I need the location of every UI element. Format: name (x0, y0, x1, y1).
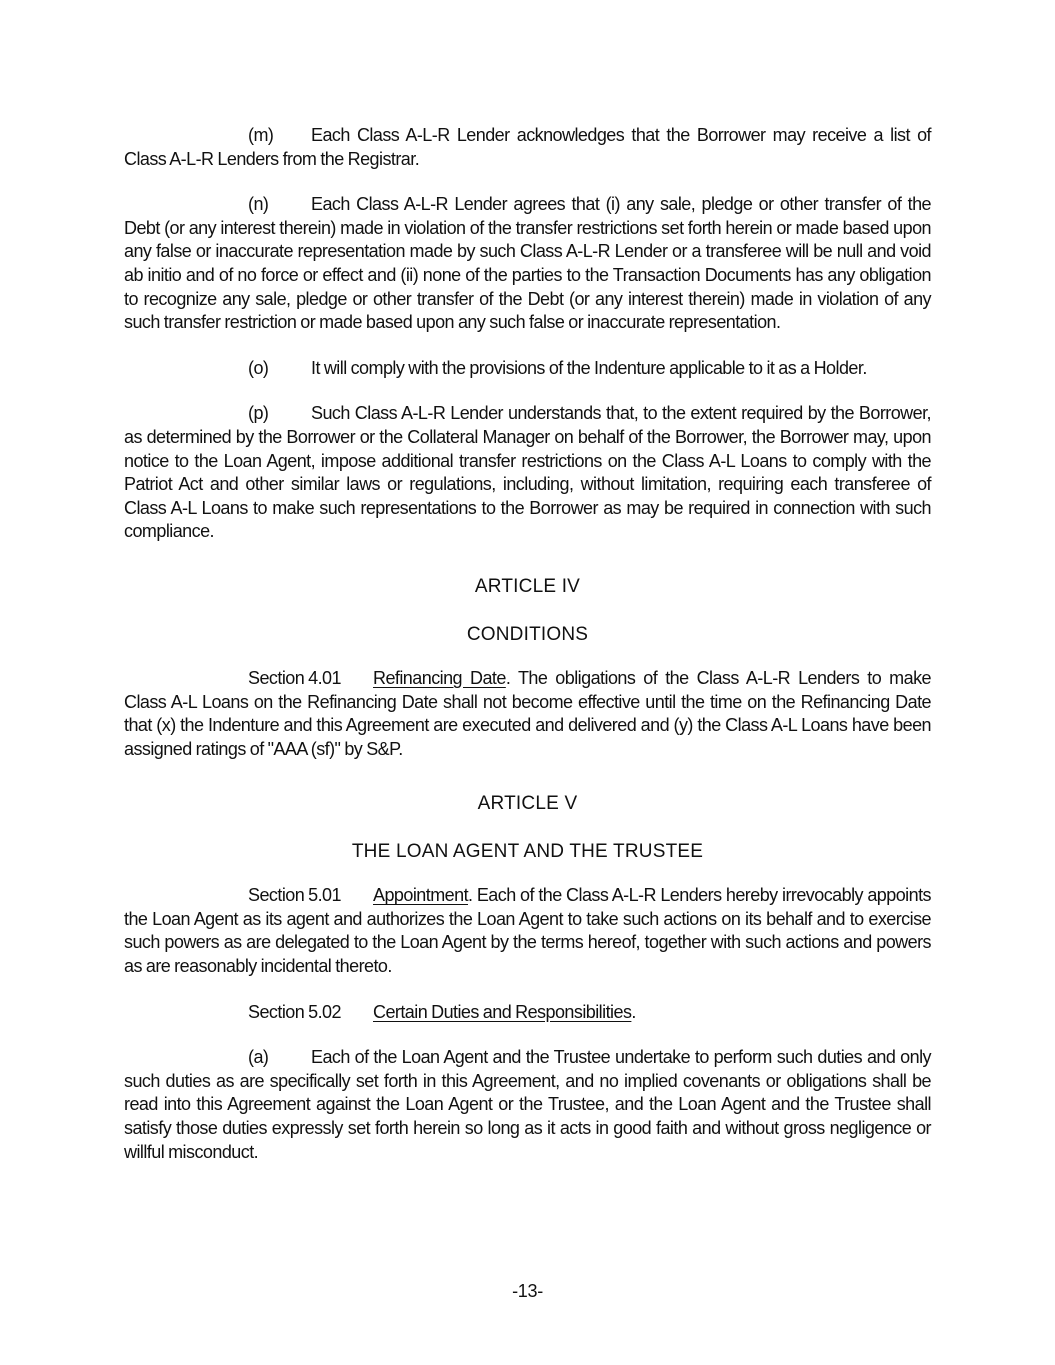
section-5-01 (124, 884, 931, 978)
article-iv-title: CONDITIONS (466, 623, 589, 645)
paragraph-p (124, 402, 931, 544)
section-heading-punct: . (505, 667, 511, 688)
paragraph-text: Such Class A-L-R Lender understands that, to the extent required by the Borrower, as determined by the Borrower or the Collateral Manager on behalf of the Borrower, the Borrower may, upon notice to the Loan Agent, impose additional transfer restrictions on the Class A-L Loans to comply with the Patriot Act and other similar laws or regulations, including, without limitation, requiring each transferee of Class A-L Loans to make such representations to the Borrower as may be required in connection with such compliance. (124, 403, 931, 542)
article-v-title: THE LOAN AGENT AND THE TRUSTEE (351, 841, 704, 863)
paragraph-text: Each Class A-L-R Lender agrees that (i) any sale, pledge or other transfer of the Debt (or any interest therein) made in violation of the transfer restrictions set forth herein or made based upon any false or inaccurate representation made by such Class A-L-R Lender or a transferee will be null and void ab initio and of no force or effect and (ii) none of the parties to the Transaction Documents has any obligation to recognize any sale, pledge or other transfer of the Debt (or any interest therein) made in violation of any such transfer restriction or made based upon any such false or inaccurate representation. (124, 194, 931, 333)
section-heading-punct: . (468, 885, 473, 906)
section-text: The obligations of the Class A-L-R Lenders to make Class A-L Loans on the Refinancing Date shall not become effective until the time on the Refinancing Date that (x) the Indenture and this Agreement are executed and delivered and (y) the Class A-L Loans have been assigned ratings of "AAA (sf)" by S&P. (124, 667, 931, 759)
paragraph-text: Each Class A-L-R Lender acknowledges that the Borrower may receive a list of Class A-L-R Lenders from the Registrar. (124, 125, 931, 169)
paragraph-label: (p) (248, 403, 269, 424)
section-heading: Appointment (373, 885, 469, 906)
section-text: Each of the Class A-L-R Lenders hereby irrevocably appoints the Loan Agent as its agent and authorizes the Loan Agent to take such actions on its behalf and to exercise such powers as are delegated to the Loan Agent by the terms hereof, together with such actions and powers as are reasonably incidental thereto. (124, 885, 931, 977)
paragraph-n (124, 193, 931, 335)
section-5-02-a (124, 1046, 931, 1164)
paragraph-label: (m) (248, 125, 274, 145)
section-heading: Certain Duties and Responsibilities (373, 1001, 632, 1022)
page-number: -13- (512, 1281, 543, 1301)
article-iv-number: ARTICLE IV (474, 575, 581, 597)
paragraph-text: Each of the Loan Agent and the Trustee undertake to perform such duties and only such duties as are specifically set forth in this Agreement, and no implied covenants or obligations shall be read into this Agreement against the Loan Agent or the Trustee, and the Loan Agent and the Trustee shall satisfy those duties expressly set forth herein so long as it acts in good faith and without gross negligence or willful misconduct. (124, 1047, 931, 1162)
article-v-number: ARTICLE V (477, 793, 578, 815)
paragraph-text: It will comply with the provisions of the Indenture applicable to it as a Holder. (311, 357, 867, 378)
section-heading: Refinancing Date (373, 667, 506, 688)
paragraph-label: (a) (248, 1047, 269, 1068)
paragraph-label: (n) (248, 194, 269, 215)
section-heading-punct: . (631, 1001, 636, 1022)
section-5-02 (124, 1001, 931, 1025)
paragraph-o (124, 357, 931, 381)
section-4-01 (124, 667, 931, 761)
document-page (124, 124, 931, 1164)
section-number: Section 5.02 (248, 1001, 341, 1022)
section-number: Section 4.01 (248, 667, 341, 688)
paragraph-label: (o) (248, 357, 269, 378)
paragraph-m (124, 124, 931, 171)
section-number: Section 5.01 (248, 885, 341, 906)
